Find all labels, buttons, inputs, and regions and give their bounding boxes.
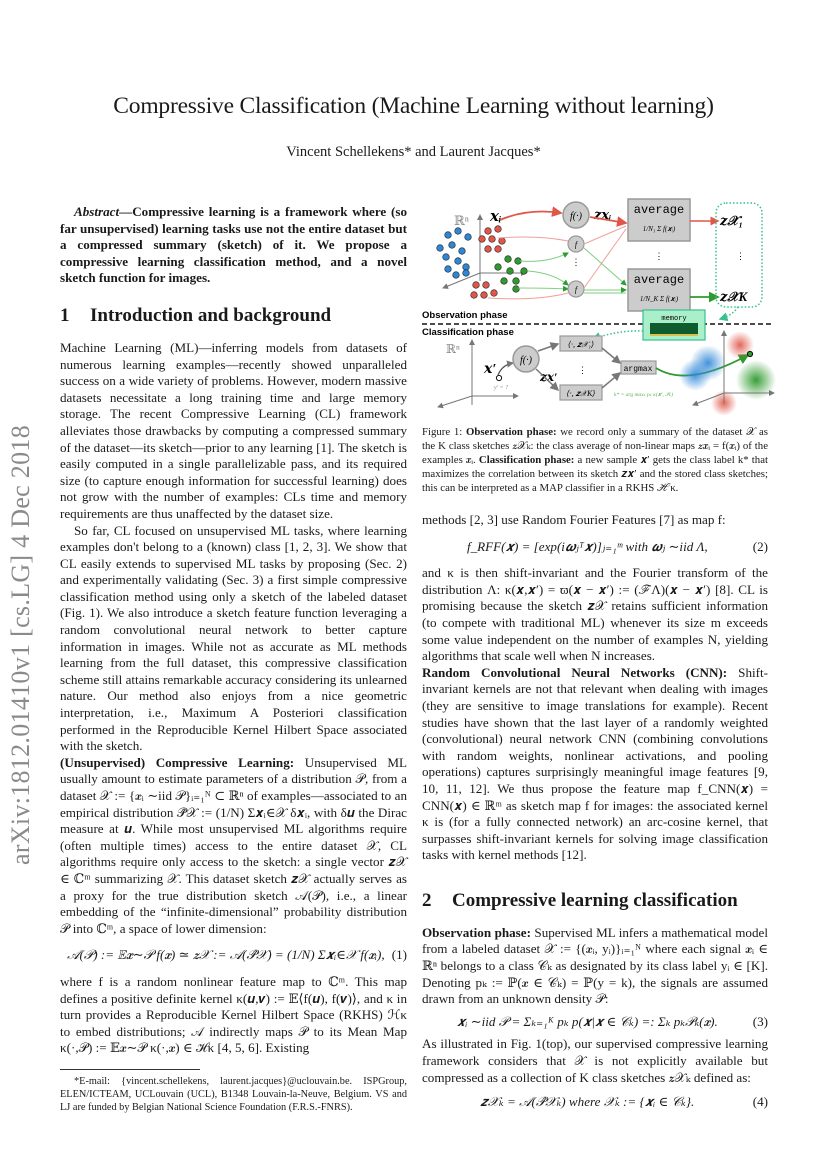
paragraph: So far, CL focused on unsupervised ML tasks, where learning examples don't belong to a (known) class [1, 2, 3]. We show that CL easily extends to supervised ML tasks by proposing (Sec. 2) and experimentally validating (Sec. 3) a first simple compressive classification method using only a sketch of the labeled dataset (Fig. 1). We also introduce a sketch feature function leveraging a random convolutional neural network to better capture information in images. While not as accurate as ML methods learning from the full dataset, this compressive classification scheme still attains remarkable accuracy considering its unlearned nature. Our method also enjoys from a nice geometric interpretation, i.e., Maximum A Posteriori classification performed in the Reproducible Kernel Hilbert Space associated with the sketch.	[60, 522, 407, 754]
data-point	[455, 228, 462, 235]
inner-product-label: ⟨·, 𝒛𝒳K⟩	[566, 389, 596, 398]
data-point	[449, 242, 456, 249]
paragraph	[422, 925, 768, 1008]
data-point	[455, 258, 462, 265]
data-point	[463, 264, 470, 271]
observation-phase-label: Observation phase	[422, 310, 508, 321]
argmax-label: argmax	[623, 365, 653, 374]
paper-authors: Vincent Schellekens* and Laurent Jacques*	[286, 144, 541, 160]
data-point	[513, 278, 520, 285]
abstract	[60, 204, 407, 287]
data-point	[471, 292, 478, 299]
data-point	[445, 266, 452, 273]
feature-map-node	[563, 202, 589, 228]
paragraph: methods [2, 3] use Random Fourier Features [7] as map f:	[422, 512, 726, 527]
equation-number: (4)	[752, 1094, 768, 1110]
paragraph-text: Supervised ML infers a mathematical model from a labeled dataset 𝒳 := {(𝒙ᵢ, yᵢ)}ᵢ₌₁ᴺ where each signal 𝒙ᵢ ∈ ℝⁿ belongs to a class 𝒞ₖ as designated by its class label yᵢ ∈ [K]. Denoting pₖ := ℙ(𝒙 ∈ 𝒞ₖ) = ℙ(y = k), the signals are assumed drawn from an unknown density 𝒫:	[422, 924, 768, 1007]
feature-map-node-small	[568, 281, 584, 297]
y-prime-label: y′ = ?	[494, 385, 509, 391]
data-point	[443, 254, 450, 261]
left-column	[60, 204, 407, 1114]
data-point	[445, 232, 452, 239]
argmax-box	[621, 361, 656, 374]
section-1-heading	[60, 305, 407, 327]
section-title: Introduction and background	[90, 304, 332, 326]
data-point	[495, 246, 502, 253]
equation-body: f_RFF(𝒙) = [exp(i𝝎ⱼᵀ𝒙)]ⱼ₌₁ᵐ with 𝝎ⱼ ∼iid Λ,	[466, 538, 708, 554]
caption-classification-heading: Classification phase:	[478, 453, 575, 466]
zx-prime-label: 𝒛𝒙′	[540, 370, 558, 384]
paragraph: and κ is then shift-invariant and the Fourier transform of the distribution Λ: κ(𝒙,𝒙′) = ϖ(𝒙 − 𝒙′) := (ℱΛ)(𝒙 − 𝒙′) [8]. CL is promising because the sketch 𝒛𝒳 retains sufficient information (to compete with traditional ML) whenever its size m exceeds some value independent on the number of examples N, yielding algorithms that scale well when N increases.	[422, 565, 768, 664]
paragraph: Machine Learning (ML)—inferring models from datasets of numerous learning examples—recently showed unparalleled success on a wide variety of problems. However, modern massive datasets necessitate a long training time and large memory storage. The recent Compressive Learning (CL) framework alleviates those drawbacks by computing a compressed summary of the dataset—its sketch—prior to any learning [1]. The sketch is easily computed in a single parallelizable pass, and its required size (to capture enough information for successful learning) does not grow with the number of examples: CLs time and memory requirements are thus unaffected by the dataset size.	[60, 339, 407, 521]
zxi-label: 𝒛𝒙ᵢ	[594, 207, 612, 222]
x-prime-label: 𝒙′	[484, 362, 497, 377]
data-point	[473, 282, 480, 289]
equation-body: 𝒜(𝒫) := 𝔼𝒙∼𝒫 f(𝒙) ≃ 𝒛𝒳 := 𝒜(𝒫̂𝒳) = (1/N) Σ𝒙ᵢ∈𝒳 f(𝒙ᵢ),	[67, 947, 385, 963]
equation-body: 𝒙ᵢ ∼iid 𝒫 = Σₖ₌₁ᴷ pₖ p(𝒙|𝒙 ∈ 𝒞ₖ) =: Σₖ pₖ𝒫ₖ(𝒙).	[456, 1013, 718, 1029]
arrow-green	[528, 271, 568, 285]
paragraph: As illustrated in Fig. 1(top), our supervised compressive learning framework considers that 𝒳 is not explicitly available but compressed as a collection of K class sketches 𝒛𝒳ₖ defined as:	[422, 1036, 768, 1085]
arxiv-identifier[interactable]: arXiv:1812.01410v1 [cs.LG] 4 Dec 2018	[6, 424, 35, 865]
section-2-heading	[422, 890, 768, 912]
equation-body: 𝒛𝒳ₖ = 𝒜(𝒫̂𝒳ₖ) where 𝒳ₖ := {𝒙ᵢ ∈ 𝒞ₖ}.	[480, 1094, 695, 1110]
equation-number: (1)	[391, 947, 407, 963]
section-number: 1	[60, 304, 70, 326]
data-points	[437, 226, 528, 299]
data-point	[499, 238, 506, 245]
inner-product-label: ⟨·, 𝒛𝒳₁⟩	[567, 340, 595, 349]
feature-map-node-small	[568, 236, 584, 252]
caption-label: Figure 1:	[422, 426, 463, 438]
data-point	[501, 278, 508, 285]
average-label: average	[633, 203, 685, 217]
space-label: ℝⁿ	[454, 213, 469, 228]
vdots: ⋮	[571, 257, 581, 267]
data-point	[521, 268, 528, 275]
data-point	[485, 228, 492, 235]
data-point	[505, 256, 512, 263]
data-point	[485, 246, 492, 253]
run-in-heading: Observation phase:	[422, 924, 531, 940]
data-point	[453, 272, 460, 279]
svg-text:⋮: ⋮	[578, 365, 587, 375]
equation-number: (3)	[752, 1013, 768, 1029]
average-formula: 1/N_K Σ f(𝒙ᵢ)	[639, 295, 679, 303]
average-formula: 1/N₁ Σ f(𝒙ᵢ)	[642, 225, 676, 233]
class-sketch-1: 𝒛𝒳₁	[720, 213, 744, 228]
footnote-rule	[60, 1069, 200, 1070]
data-point	[491, 290, 498, 297]
data-point	[483, 282, 490, 289]
figure-1-caption	[422, 426, 768, 496]
average-label: average	[633, 273, 685, 287]
memory-chip-icon	[643, 310, 705, 340]
data-point	[479, 236, 486, 243]
paper-title: Compressive Classification (Machine Learning without learning)	[113, 93, 714, 119]
caption-observation-heading: Observation phase:	[465, 426, 557, 438]
arrow-green	[520, 253, 568, 261]
classification-phase-label: Classification phase	[422, 327, 514, 338]
equation-3	[422, 1014, 768, 1031]
data-point	[463, 270, 470, 277]
right-column	[422, 512, 768, 1119]
paragraph-text: Unsupervised ML usually amount to estimate parameters of a distribution 𝒫, from a dataset 𝒳 := {𝒙ᵢ ∼iid 𝒫}ᵢ₌₁ᴺ ⊂ ℝⁿ of examples—associated to an empirical distribution 𝒫̂𝒳 := (1/N) Σ𝒙ᵢ∈𝒳 δ𝒙ᵢ, with δ𝒖 the Dirac measure at 𝒖. While most unsupervised ML algorithms require (often multiple times) access to the entire dataset 𝒳, CL algorithms require only access to the sketch: a single vector 𝒛𝒳 ∈ ℂᵐ summarizing 𝒳. This dataset sketch 𝒛𝒳 actually serves as a proxy for the true distribution sketch 𝒜(𝒫), i.e., a linear embedding of the “infinite-dimensional” probability distribution 𝒫 into ℂᵐ, a space of lower dimension:	[60, 754, 407, 936]
section-title: Compressive learning classification	[452, 889, 738, 911]
svg-text:⋮: ⋮	[654, 251, 664, 261]
data-point	[489, 236, 496, 243]
footnote: *E-mail: {vincent.schellekens, laurent.jacques}@uclouvain.be. ISPGroup, ELEN/ICTEAM, UCLouvain (UCL), B1348 Louvain-la-Neuve, Belgium. VS and LJ are funded by Belgian National Science Foundation (F.R.S.-FNRS).	[60, 1075, 407, 1113]
paragraph: where f is a random nonlinear feature map to ℂᵐ. This map defines a positive definite kernel κ(𝒖,𝒗) := 𝔼⟨f(𝒖), f(𝒗)⟩, and κ in turn provides a Reproducible Kernel Hilbert Space (RKHS) ℋκ to embed distributions; 𝒜 indirectly maps 𝒫 to its Mean Map κ(·,𝒫) := 𝔼𝒙∼𝒫 κ(·,𝒙) ∈ ℋκ [4, 5, 6]. Existing	[60, 973, 407, 1056]
data-point	[507, 268, 514, 275]
f-label: f(·)	[570, 211, 582, 222]
data-point	[495, 264, 502, 271]
kstar-formula: k* = arg maxₖ pₖ κ(𝒙′, 𝒫ₖ)	[614, 392, 673, 398]
equation-number: (2)	[752, 538, 768, 554]
section-number: 2	[422, 889, 432, 911]
abstract-label: Abstract	[74, 204, 120, 219]
f-label: f(·)	[520, 355, 532, 366]
equation-1	[60, 947, 407, 964]
caption-classification-text: a new sample 𝒙′ gets the class label k* that maximizes the correlation between its sketch 𝒛𝒙′ and the stored class sketches; this can be interpreted as a MAP classifier in a RKHS ℋκ.	[422, 453, 768, 494]
memory-label: memory	[661, 315, 687, 323]
figure-1	[418, 193, 778, 415]
svg-text:⋮: ⋮	[736, 251, 745, 261]
abstract-text: —Compressive learning is a framework where (so far unsupervised) learning tasks use not the entire dataset but a compressed summary (sketch) of it. We propose a compressive learning classification method, and a novel sketch function for images.	[60, 204, 407, 286]
space-label: ℝⁿ	[446, 342, 460, 356]
data-point	[481, 292, 488, 299]
inner-product-box-K	[560, 385, 602, 400]
xi-label: 𝒙ᵢ	[490, 209, 502, 225]
f-small-label: f	[574, 285, 578, 294]
run-in-heading: Random Convolutional Neural Networks (CNN):	[422, 664, 728, 680]
paragraph-text: Shift-invariant kernels are not that relevant when dealing with images (they are sensitive to image translations for example). Recent studies have shown that the last layer of a randomly weighted (convolutional) neural network CNN (combining convolutions with random weights, nonlinear activations, and pooling operations) captures surprisingly meaningful image features [9, 10, 11, 12]. We thus propose the feature map f_CNN(𝒙) = CNN(𝒙) ∈ ℝᵐ as sketch map f for images: the associated kernel κ is (for a fully connected network) an arc-cosine kernel, that surpasses shift-invariant kernels for solving image classification tasks with kernel methods [12].	[422, 664, 768, 863]
arrow-red-light	[498, 237, 568, 241]
class-sketch-K: 𝒛𝒳K	[720, 289, 748, 304]
data-point	[465, 234, 472, 241]
arrow-red-light	[488, 293, 568, 299]
data-point	[513, 286, 520, 293]
average-box-K	[628, 269, 690, 311]
data-point	[437, 245, 444, 252]
caption-observation-text: we record only a summary of the dataset 𝒳 as the K class sketches 𝒛𝒳ₖ: the class average of non-linear maps 𝒛𝒙ᵢ = f(𝒙ᵢ) of the examples 𝒙ᵢ.	[422, 426, 769, 466]
equation-2	[422, 539, 768, 556]
arrow-green	[518, 288, 568, 289]
f-small-label: f	[574, 240, 578, 249]
run-in-heading: (Unsupervised) Compressive Learning:	[60, 754, 295, 770]
paragraph	[60, 755, 407, 938]
inner-product-box-1	[560, 336, 602, 351]
average-box-1	[628, 199, 690, 241]
arrow-red	[500, 212, 561, 220]
data-point	[495, 226, 502, 233]
paragraph	[422, 665, 768, 864]
data-point	[459, 248, 466, 255]
feature-map-node	[513, 346, 539, 372]
equation-4	[422, 1094, 768, 1111]
